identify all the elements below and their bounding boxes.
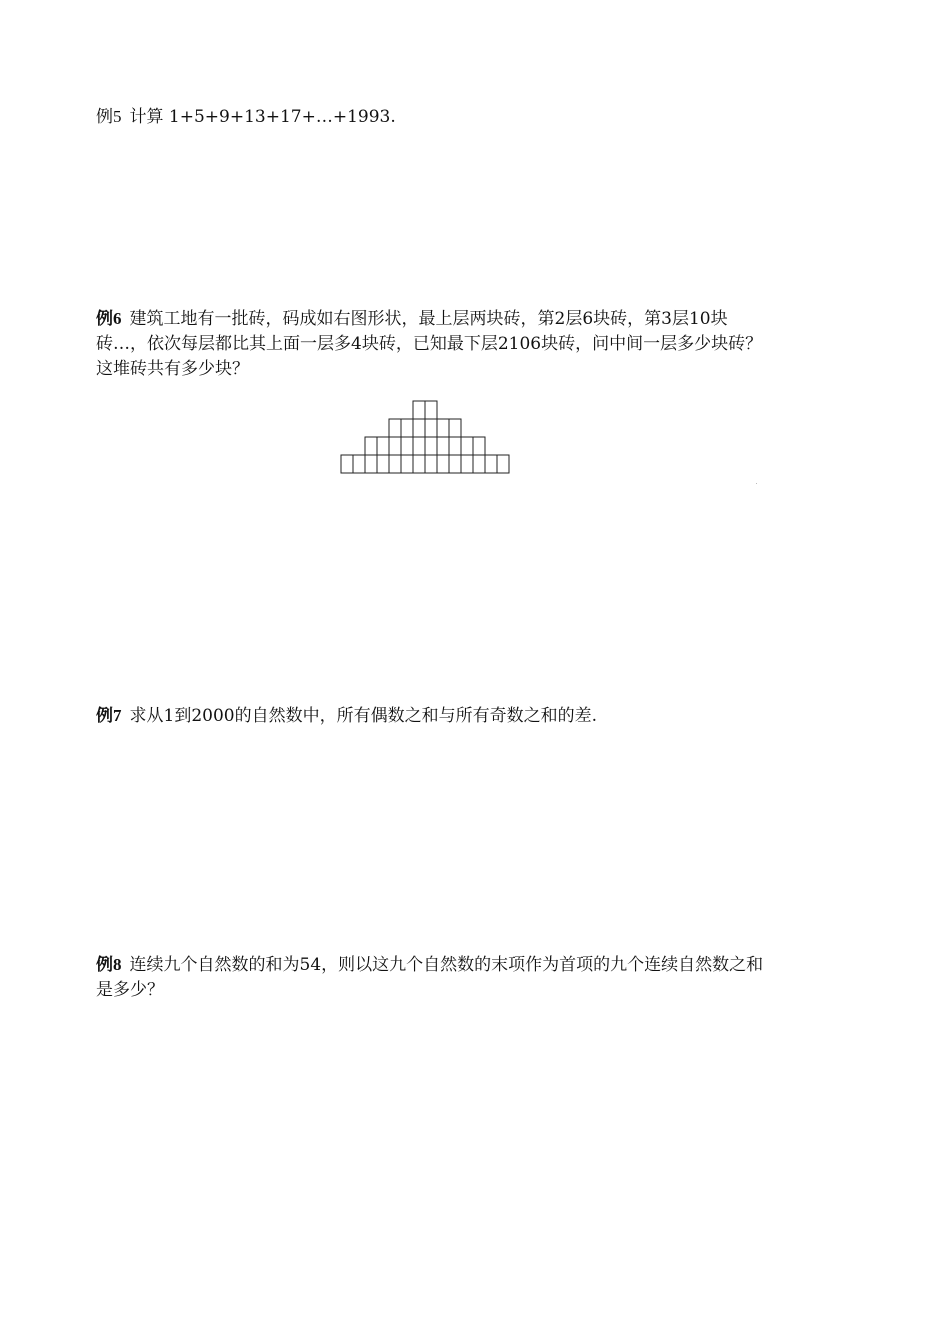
brick xyxy=(377,437,389,455)
example-label: 例5 xyxy=(96,107,122,126)
brick xyxy=(413,437,425,455)
brick xyxy=(473,455,485,473)
brick xyxy=(401,455,413,473)
brick xyxy=(425,419,437,437)
brick xyxy=(425,437,437,455)
example-label: 例8 xyxy=(96,955,122,974)
brick xyxy=(401,437,413,455)
brick xyxy=(485,455,497,473)
brick xyxy=(365,437,377,455)
brick xyxy=(401,419,413,437)
brick xyxy=(437,437,449,455)
brick xyxy=(449,455,461,473)
brick xyxy=(389,437,401,455)
example-label: 例7 xyxy=(96,706,122,725)
brick xyxy=(461,437,473,455)
brick xyxy=(425,455,437,473)
brick xyxy=(377,455,389,473)
brick xyxy=(437,419,449,437)
stray-mark xyxy=(756,483,757,484)
brick xyxy=(365,455,377,473)
brick xyxy=(461,455,473,473)
example-text: 连续九个自然数的和为54，则以这九个自然数的末项作为首项的九个连续自然数之和是多少？ xyxy=(96,955,764,1000)
brick xyxy=(473,437,485,455)
example-text: 求从1到2000的自然数中，所有偶数之和与所有奇数之和的差. xyxy=(129,706,597,726)
brick xyxy=(353,455,365,473)
example-8 xyxy=(96,952,766,1003)
example-text: 建筑工地有一批砖，码成如右图形状，最上层两块砖，第2层6块砖，第3层10块砖…，依次每层都比其上面一层多4块砖，已知最下层2106块砖，问中间一层多少块砖？这堆砖共有多少块？ xyxy=(96,309,763,379)
brick xyxy=(413,455,425,473)
example-7 xyxy=(96,703,766,729)
example-text: 计算 1+5+9+13+17+…+1993. xyxy=(129,107,396,127)
example-5 xyxy=(96,104,766,130)
brick xyxy=(413,401,425,419)
brick xyxy=(389,419,401,437)
brick xyxy=(425,401,437,419)
brick-pyramid-figure xyxy=(340,400,512,478)
brick xyxy=(437,455,449,473)
brick xyxy=(449,419,461,437)
brick xyxy=(497,455,509,473)
brick xyxy=(341,455,353,473)
brick xyxy=(413,419,425,437)
brick xyxy=(389,455,401,473)
brick xyxy=(449,437,461,455)
example-label: 例6 xyxy=(96,309,122,328)
example-6 xyxy=(96,306,766,382)
